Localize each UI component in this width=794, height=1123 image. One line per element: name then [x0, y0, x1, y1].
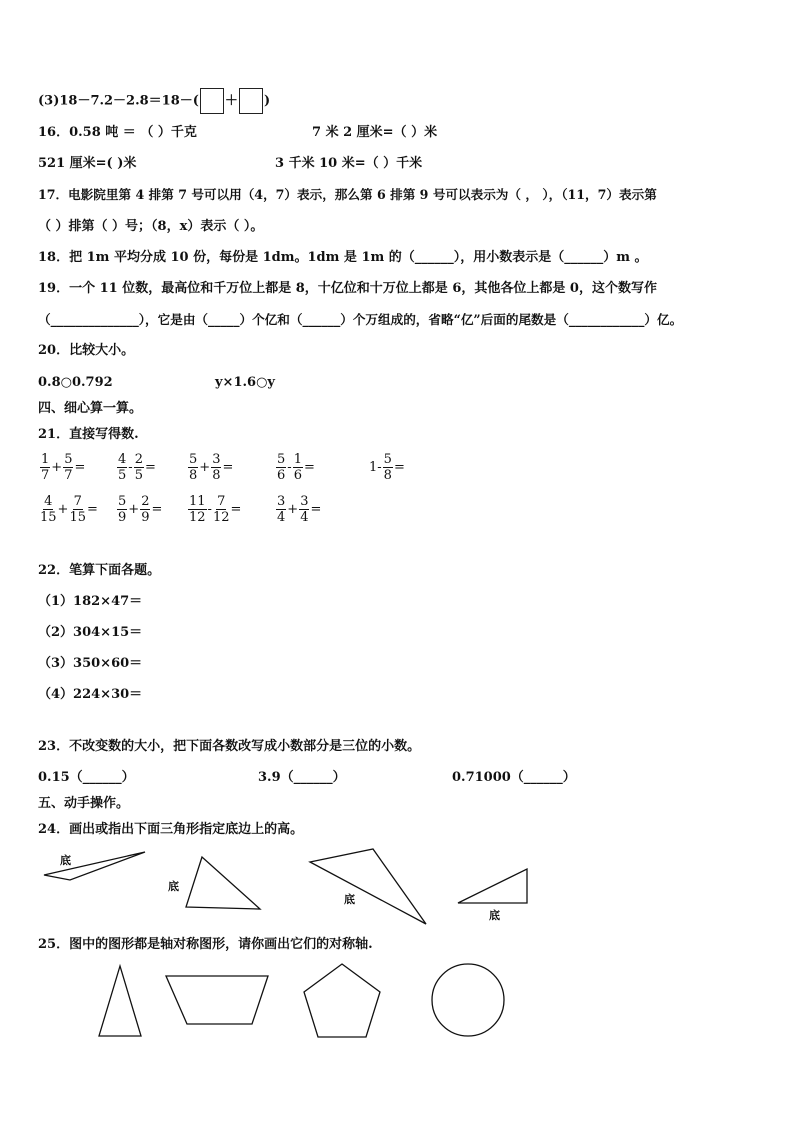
fraction: 11 12 [189, 494, 206, 525]
fraction: $\frac{3}{8}$ [212, 452, 221, 483]
base-label-1: 底 [60, 854, 71, 867]
fraction: $\frac{1}{6}$ [293, 452, 302, 483]
q19-line2: （______________），它是由（_____）个亿和（______）个万组成的，省略“亿”后面的尾数是（____________）亿。 [38, 312, 683, 327]
section4-heading: 四、细心算一算。 [38, 401, 143, 416]
base-label-4: 底 [489, 909, 500, 922]
q21-expr-6: 4 15 + $\frac{7}{15}$ = [40, 494, 98, 525]
fraction: $\frac{2}{5}$ [134, 452, 143, 483]
q16-d: 3 千米 10 米=（ ）千米 [275, 156, 423, 171]
q15-prefix: (3)18－7.2－2.8＝18－( [38, 93, 199, 109]
q20-title: 20．比较大小。 [38, 343, 135, 358]
q16-b: 7 米 2 厘米=（ ）米 [312, 125, 438, 140]
q23-c: 0.71000（______） [452, 770, 576, 785]
base-label-2: 底 [168, 880, 179, 893]
q21-title: 21．直接写得数. [38, 427, 139, 442]
q20-a: 0.8○0.792 [38, 375, 113, 390]
q15-line [38, 88, 270, 114]
triangle-shape [458, 869, 527, 903]
fraction: 1 7 [41, 452, 50, 483]
section5-heading: 五、动手操作。 [38, 796, 130, 811]
q21-expr-9: 3 4 + $\frac{3}{4}$ = [277, 494, 322, 525]
q23-title: 23．不改变数的大小，把下面各数改写成小数部分是三位的小数。 [38, 739, 421, 754]
q21-expr-5: 1- $\frac{5}{8}$ = [369, 452, 405, 483]
q22-item-2: （2）304×15＝ [38, 625, 143, 640]
fraction: 5 6 [277, 452, 286, 483]
q21-expr-2: 4 5 - $\frac{2}{5}$ = [118, 452, 156, 483]
q21-expr-7: 5 9 + $\frac{2}{9}$ = [118, 494, 163, 525]
q21-expr-1: 1 7 + $\frac{5}{7}$ = [41, 452, 86, 483]
q15-plus: ＋ [224, 93, 238, 109]
fraction: $\frac{7}{15}$ [69, 494, 86, 525]
q22-title: 22．笔算下面各题。 [38, 563, 161, 578]
q21-expr-3: 5 8 + $\frac{3}{8}$ = [189, 452, 234, 483]
fraction: 3 4 [277, 494, 286, 525]
q23-b: 3.9（______） [258, 770, 346, 785]
triangle-shape [310, 849, 426, 924]
fraction: 4 5 [118, 452, 127, 483]
q15-suffix: ) [263, 93, 271, 109]
q24-title: 24．画出或指出下面三角形指定底边上的高。 [38, 822, 304, 837]
fraction: 5 9 [118, 494, 127, 525]
q22-item-3: （3）350×60＝ [38, 656, 143, 671]
triangle-shape [44, 852, 145, 880]
fraction: $\frac{7}{12}$ [212, 494, 230, 525]
q15-answer-box-2[interactable] [239, 88, 263, 114]
fraction: $\frac{2}{9}$ [141, 494, 150, 525]
q21-expr-8: 11 12 - $\frac{7}{12}$ = [189, 494, 242, 525]
q17-line2: （ ）排第（ ）号；（8，x）表示（ ）。 [38, 219, 264, 234]
q16-a: 16．0.58 吨 ＝ （ ）千克 [38, 125, 197, 140]
fraction: 4 15 [40, 494, 57, 525]
base-label-3: 底 [344, 893, 355, 906]
q16-c: 521 厘米=( )米 [38, 156, 137, 171]
triangle-shape [186, 857, 260, 909]
q19-line1: 19．一个 11 位数，最高位和千万位上都是 8，十亿位和十万位上都是 6，其他各位上都是 0，这个数写作 [38, 281, 657, 296]
fraction: $\frac{5}{7}$ [64, 452, 73, 483]
fraction: 5 8 [189, 452, 198, 483]
q21-expr-4: 5 6 - $\frac{1}{6}$ = [277, 452, 315, 483]
q18-line1: 18．把 1m 平均分成 10 份，每份是 1dm。1dm 是 1m 的（______），用小数表示是（______）m 。 [38, 250, 648, 265]
fraction: $\frac{5}{8}$ [383, 452, 392, 483]
fraction: $\frac{3}{4}$ [300, 494, 309, 525]
q25-title: 25．图中的图形都是轴对称图形，请你画出它们的对称轴. [38, 937, 373, 952]
q23-a: 0.15（______） [38, 770, 135, 785]
q15-answer-box-1[interactable] [200, 88, 224, 114]
q22-item-4: （4）224×30＝ [38, 687, 143, 702]
q20-b: y×1.6○y [215, 375, 275, 390]
q17-line1: 17．电影院里第 4 排第 7 号可以用（4，7）表示，那么第 6 排第 9 号可以表示为（ ， ），（11，7）表示第 [38, 187, 657, 202]
q22-item-1: （1）182×47＝ [38, 594, 143, 609]
